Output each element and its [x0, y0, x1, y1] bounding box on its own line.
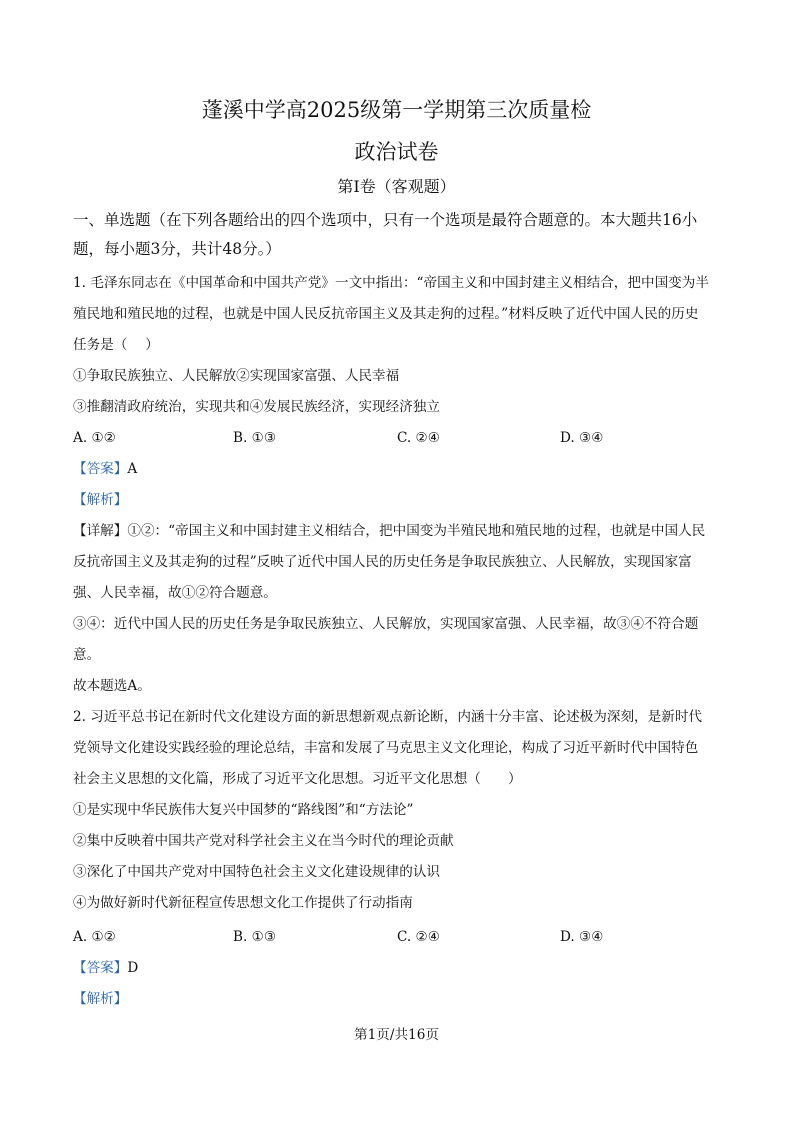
q1-detail-line3: 强、人民幸福，故①②符合题意。 [73, 585, 277, 601]
page-footer: 第1页/共16页 [354, 1027, 439, 1043]
q1-detail-line2: 反抗帝国主义及其走狗的过程”反映了近代中国人民的历史任务是争取民族独立、人民解放，实现国家富 [73, 554, 692, 570]
q1-stem-line2: 殖民地和殖民地的过程，也就是中国人民反抗帝国主义及其走狗的过程。”材料反映了近代中国人民的历史 [73, 306, 699, 322]
q2-answer-tag: 【答案】 [73, 960, 128, 976]
q2-item-line1: ①是实现中华民族伟大复兴中国梦的“路线图”和“方法论” [73, 802, 414, 818]
q2-stem-line1: 2. 习近平总书记在新时代文化建设方面的新思想新观点新论断，内涵十分丰富、论述极为深刻，是新时代 [73, 709, 703, 725]
q2-analysis [73, 989, 723, 1009]
q1-stem-line3: 任务是（ ） [73, 337, 159, 353]
q2-answer-value: D [127, 960, 139, 976]
q1-analysis [73, 490, 723, 510]
q2-options [73, 927, 723, 947]
exam-title: 蓬溪中学高2025级第一学期第三次质量检 [201, 98, 592, 122]
q1-conclusion: 故本题选A。 [73, 678, 151, 694]
q2-answer [73, 958, 723, 978]
q2-analysis-tag: 【解析】 [73, 991, 128, 1007]
q1-detail-line1 [73, 521, 723, 541]
q2-option-d: D. ③④ [560, 929, 604, 945]
q1-option-c: C. ②④ [397, 430, 440, 446]
q1-option-d: D. ③④ [560, 430, 604, 446]
q1-option-a: A. ①② [73, 430, 116, 446]
q1-detail-line4: ③④：近代中国人民的历史任务是争取民族独立、人民解放，实现国家富强、人民幸福，故③④不符合题 [73, 616, 699, 632]
q1-answer-value: A [127, 461, 138, 477]
q2-option-b: B. ①③ [233, 929, 277, 945]
q2-stem-line3: 社会主义思想的文化篇，形成了习近平文化思想。习近平文化思想（ ） [73, 771, 522, 787]
q1-analysis-tag: 【解析】 [73, 492, 128, 508]
section-instruction-line2: 题，每小题3分，共计48分。） [73, 240, 281, 258]
q2-item-line3: ③深化了中国共产党对中国特色社会主义文化建设规律的认识 [73, 864, 441, 880]
q1-item-line2: ③推翻清政府统治，实现共和④发展民族经济，实现经济独立 [73, 399, 441, 415]
volume-heading: 第I卷（客观题） [337, 177, 456, 196]
q1-option-b: B. ①③ [233, 430, 277, 446]
section-instruction-line1: 一、单选题（在下列各题给出的四个选项中，只有一个选项是最符合题意的。本大题共16小 [73, 211, 698, 229]
q2-option-c: C. ②④ [397, 929, 440, 945]
q1-stem-line1: 1. 毛泽东同志在《中国革命和中国共产党》一文中指出：“帝国主义和中国封建主义相结合，把中国变为半 [73, 275, 709, 291]
q2-stem-line2: 党领导文化建设实践经验的理论总结，丰富和发展了马克思主义文化理论，构成了习近平新时代中国特色 [73, 740, 699, 756]
q1-detail-text1: ①②：“帝国主义和中国封建主义相结合，把中国变为半殖民地和殖民地的过程，也就是中国人民 [127, 523, 706, 539]
q1-detail-tag: 【详解】 [73, 523, 128, 539]
q1-item-line1: ①争取民族独立、人民解放②实现国家富强、人民幸福 [73, 368, 400, 384]
q1-answer [73, 459, 723, 479]
q2-item-line4: ④为做好新时代新征程宣传思想文化工作提供了行动指南 [73, 895, 413, 911]
q2-item-line2: ②集中反映着中国共产党对科学社会主义在当今时代的理论贡献 [73, 833, 454, 849]
q1-detail-line5: 意。 [73, 647, 101, 663]
q1-options [73, 428, 723, 448]
q2-option-a: A. ①② [73, 929, 116, 945]
exam-subtitle: 政治试卷 [354, 140, 439, 164]
q1-answer-tag: 【答案】 [73, 461, 128, 477]
